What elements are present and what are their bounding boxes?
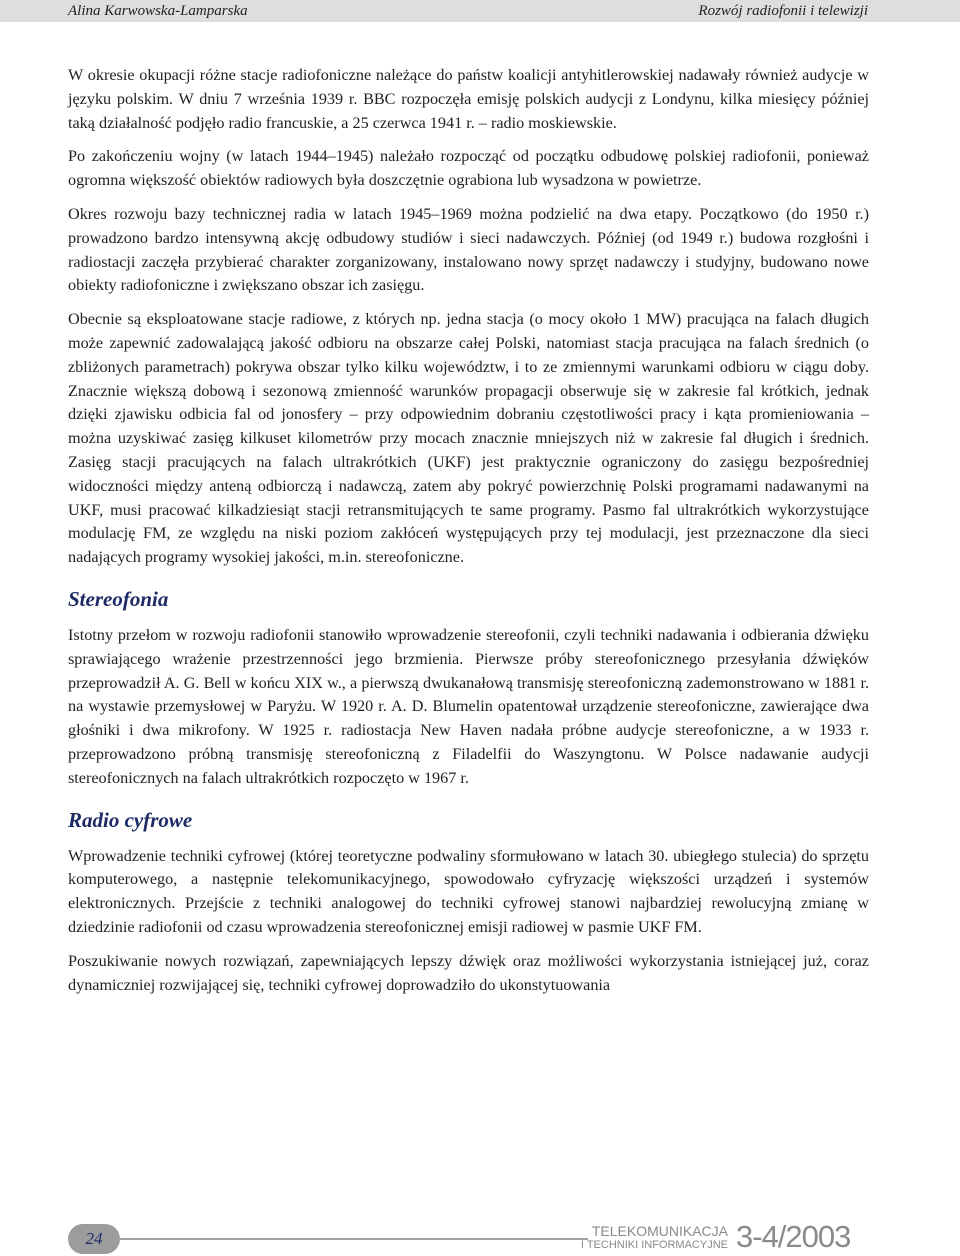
section-heading-radio-cyfrowe: Radio cyfrowe [68, 807, 193, 832]
paragraph: Istotny przełom w rozwoju radiofonii stanowiło wprowadzenie stereofonii, czyli techniki nadawania i odbierania dźwięku sprawiającego wrażenie przestrzenności jego brzmienia. Pierwsze próby stereofonicznego przesyłania dźwięków przeprowadził A. G. Bell w końcu XIX w., a pierwszą dwukanałową transmisję stereofoniczną zademonstrowano w 1881 r. na wystawie przemysłowej w Paryżu. W 1920 r. A. D. Blumelin opatentował urządzenie stereofoniczne, zawierające dwa głośniki i dwa mikrofony. W 1925 r. radiostacja New Haven nadała próbne audycje stereofoniczne, a w 1933 r. przeprowadzono próbną transmisję stereofoniczną z Filadelfii do Waszyngtonu. W Polsce nadawanie audycji stereofonicznych na falach ultrakrótkich rozpoczęto w 1967 r. [68, 625, 869, 787]
paragraph: Wprowadzenie techniki cyfrowej (której teoretyczne podwaliny sformułowano w latach 30. ubiegłego stulecia) do sprzętu komputerowego, a następnie telekomunikacyjnego, spowodowało cyfryzację większości urządzeń i systemów elektronicznych. Przejście z techniki analogowej do techniki cyfrowej stanowi najbardziej rewolucyjną zmianę w dziedzinie radiofonii od czasu wprowadzenia stereofonicznej emisji radiowej w pasmie UKF FM. [68, 846, 869, 936]
header-title: Rozwój radiofonii i telewizji [698, 3, 868, 19]
paragraph: Obecnie są eksploatowane stacje radiowe, z których np. jedna stacja (o mocy około 1 MW) pracująca na falach długich może zapewnić zadowalającą jakość odbioru na obszarze całej Polski, natomiast stacja pracująca na falach średnich (o zbliżonych parametrach) pokrywa obszar tylko kilku województw, i to ze zmiennymi warunkami odbioru w ciągu doby. Znacznie większą dobową i sezonową zmienność warunków propagacji obserwuje się w zakresie fal krótkich, jednak dzięki zjawisku odbicia fal od jonosfery – przy odpowiednim dobraniu częstotliwości pracy i kąta promieniowania – można uzyskiwać zasięg kilkuset kilometrów przy mocach znacznie mniejszych niż w zakresie fal długich i średnich. Zasięg stacji pracujących na falach ultrakrótkich (UKF) jest praktycznie ograniczony do zasięgu bezpośredniej widoczności między anteną odbiorczą i nadawczą, zatem aby pokryć powierzchnię Polski programami nadawanymi na UKF, musi pracować kilkadziesiąt stacji retransmitujących te same programy. Pasmo fal ultrakrótkich wykorzystujące modulację FM, ze względu na niski poziom zakłóceń występujących przy tej modulacji, jest przeznaczone dla sieci nadających programy wysokiej jakości, m.in. stereofoniczne. [68, 310, 869, 567]
section-heading-stereofonia: Stereofonia [68, 586, 169, 611]
article-body [68, 64, 869, 1007]
brand-line-2: I TECHNIKI INFORMACYJNE [580, 1239, 728, 1251]
footer-rule [120, 1238, 588, 1240]
issue-number: 3-4/2003 [736, 1219, 851, 1254]
header-author: Alina Karwowska-Lamparska [68, 3, 248, 19]
page-number: 24 [85, 1229, 103, 1248]
brand-line-1: TELEKOMUNIKACJA [591, 1223, 728, 1239]
paragraph: W okresie okupacji różne stacje radiofoniczne należące do państw koalicji antyhitlerowskiej nadawały również audycje w języku polskim. W dniu 7 września 1939 r. BBC rozpoczęła emisję polskich audycji z Londynu, kilka miesięcy później taką działalność podjęło radio francuskie, a 25 czerwca 1941 r. – radio moskiewskie. [68, 66, 869, 132]
paragraph: Po zakończeniu wojny (w latach 1944–1945) należało rozpocząć od początku odbudowę polskiej radiofonii, ponieważ ogromna większość obiektów radiowych była doszczętnie ograbiona lub wysadzona w powietrze. [68, 147, 869, 190]
paragraph: Okres rozwoju bazy technicznej radia w latach 1945–1969 można podzielić na dwa etapy. Początkowo (do 1950 r.) prowadzono bardzo intensywną akcję odbudowy studiów i sieci nadawczych. Później (od 1949 r.) budowa rozgłośni i radiostacji zaczęła przybierać charakter zorganizowany, instalowano nowy sprzęt nadawczy i studyjny, budowano nowe obiekty radiofoniczne i zwiększano obszar ich zasięgu. [68, 204, 869, 295]
paragraph: Poszukiwanie nowych rozwiązań, zapewniających lepszy dźwięk oraz możliwości wykorzystania istniejącej już, coraz dynamiczniej rozwijającej się, techniki cyfrowej doprowadziło do ukonstytuowania [68, 951, 869, 994]
journal-brand [578, 1224, 728, 1252]
page-number-badge [68, 1224, 120, 1254]
running-header [0, 0, 960, 22]
